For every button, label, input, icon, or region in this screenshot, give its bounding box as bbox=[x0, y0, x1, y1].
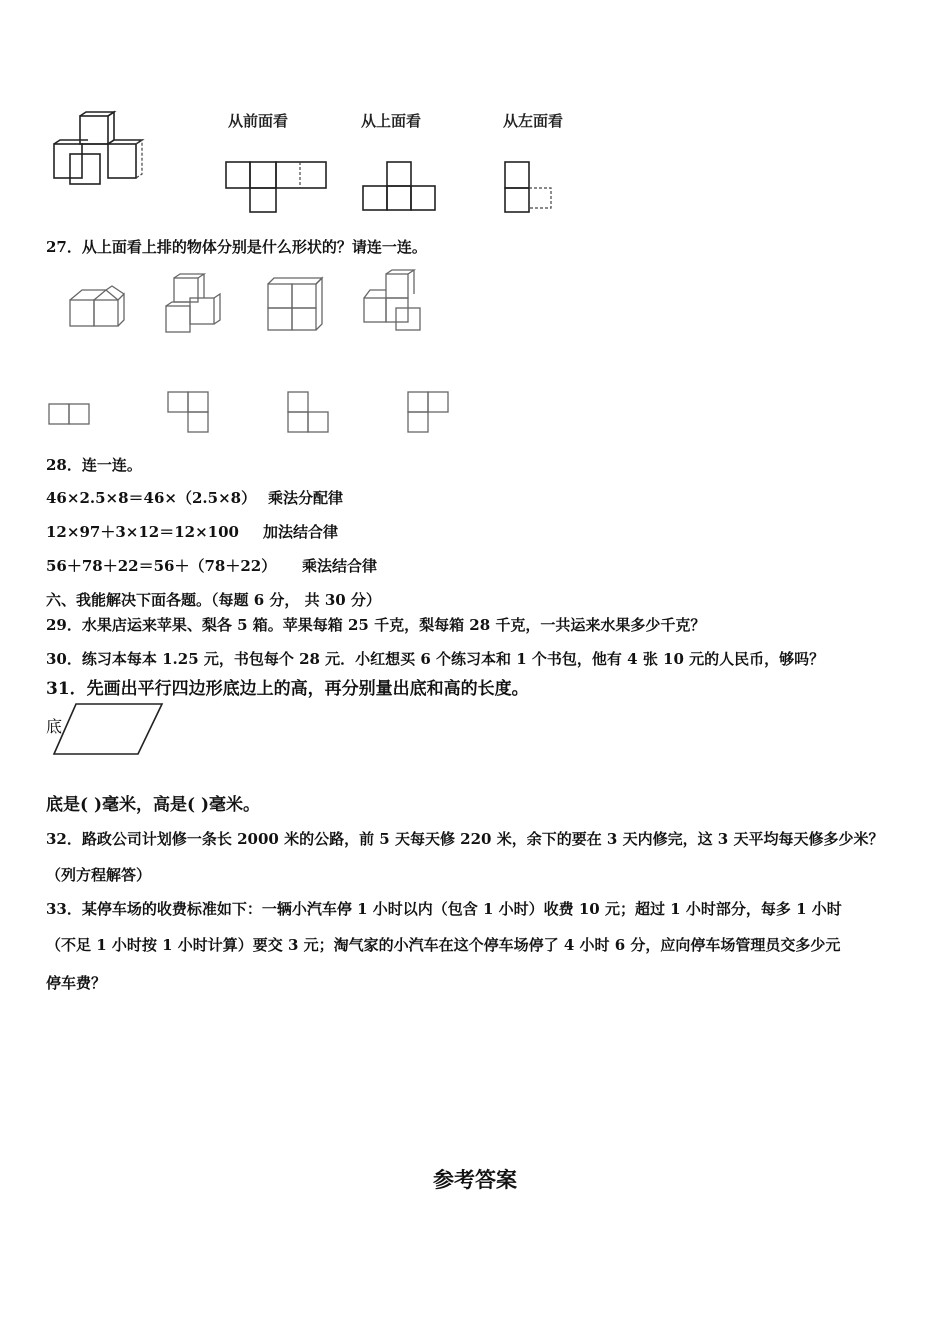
solid-figure-1 bbox=[66, 284, 126, 334]
q28-law-2: 加法结合律 bbox=[263, 523, 339, 541]
solid-figure-2 bbox=[160, 272, 226, 336]
top-view-shape bbox=[363, 160, 453, 216]
left-view-shape bbox=[503, 160, 563, 216]
plan-view-4 bbox=[406, 390, 452, 436]
cube-stack-figure bbox=[48, 110, 158, 190]
answer-section-title: 参考答案 bbox=[433, 1167, 517, 1192]
question-33-line-2: （不足 1 小时按 1 小时计算）要交 3 元；淘气家的小汽车在这个停车场停了 4 小时 6 分，应向停车场管理员交多少元 bbox=[46, 936, 841, 954]
question-33-line-3: 停车费？ bbox=[46, 974, 107, 992]
view-label-left: 从左面看 bbox=[503, 112, 564, 130]
question-30: 30．练习本每本 1.25 元，书包每个 28 元．小红想买 6 个练习本和 1 个书包，他有 4 张 10 元的人民币，够吗？ bbox=[46, 650, 825, 668]
plan-view-2 bbox=[166, 390, 212, 436]
front-view-shape bbox=[226, 160, 326, 216]
view-label-top: 从上面看 bbox=[361, 112, 422, 130]
question-32: 32．路政公司计划修一条长 2000 米的公路，前 5 天每天修 220 米，余下的要在 3 天内修完，这 3 天平均每天修多少米？ bbox=[46, 830, 884, 848]
parallelogram-figure bbox=[52, 702, 166, 758]
plan-view-3 bbox=[286, 390, 332, 436]
q28-law-1: 乘法分配律 bbox=[268, 489, 344, 507]
q28-law-3: 乘法结合律 bbox=[302, 557, 378, 575]
parallelogram-base-label: 底 bbox=[46, 717, 63, 736]
solid-figure-3 bbox=[264, 276, 324, 334]
question-31: 31．先画出平行四边形底边上的高，再分别量出底和高的长度。 bbox=[46, 679, 529, 699]
q31-answer-line: 底是( )毫米，高是( )毫米。 bbox=[46, 795, 261, 815]
question-29: 29．水果店运来苹果、梨各 5 箱。苹果每箱 25 千克，梨每箱 28 千克，一共运来水果多少千克？ bbox=[46, 616, 706, 634]
question-27: 27．从上面看上排的物体分别是什么形状的？请连一连。 bbox=[46, 238, 427, 256]
plan-view-1 bbox=[48, 402, 92, 426]
q28-expression-2: 12×97＋3×12＝12×100 bbox=[46, 523, 239, 541]
section-6-heading: 六、我能解决下面各题。（每题 6 分， 共 30 分） bbox=[46, 591, 381, 609]
question-28: 28．连一连。 bbox=[46, 456, 142, 474]
q28-expression-1: 46×2.5×8＝46×（2.5×8） bbox=[46, 489, 257, 507]
solid-figure-4 bbox=[358, 268, 424, 334]
question-32-note: （列方程解答） bbox=[46, 866, 152, 884]
q28-expression-3: 56＋78＋22＝56＋（78＋22） bbox=[46, 557, 277, 575]
question-33-line-1: 33．某停车场的收费标准如下：一辆小汽车停 1 小时以内（包含 1 小时）收费 10 元；超过 1 小时部分，每多 1 小时 bbox=[46, 900, 842, 918]
view-label-front: 从前面看 bbox=[228, 112, 289, 130]
